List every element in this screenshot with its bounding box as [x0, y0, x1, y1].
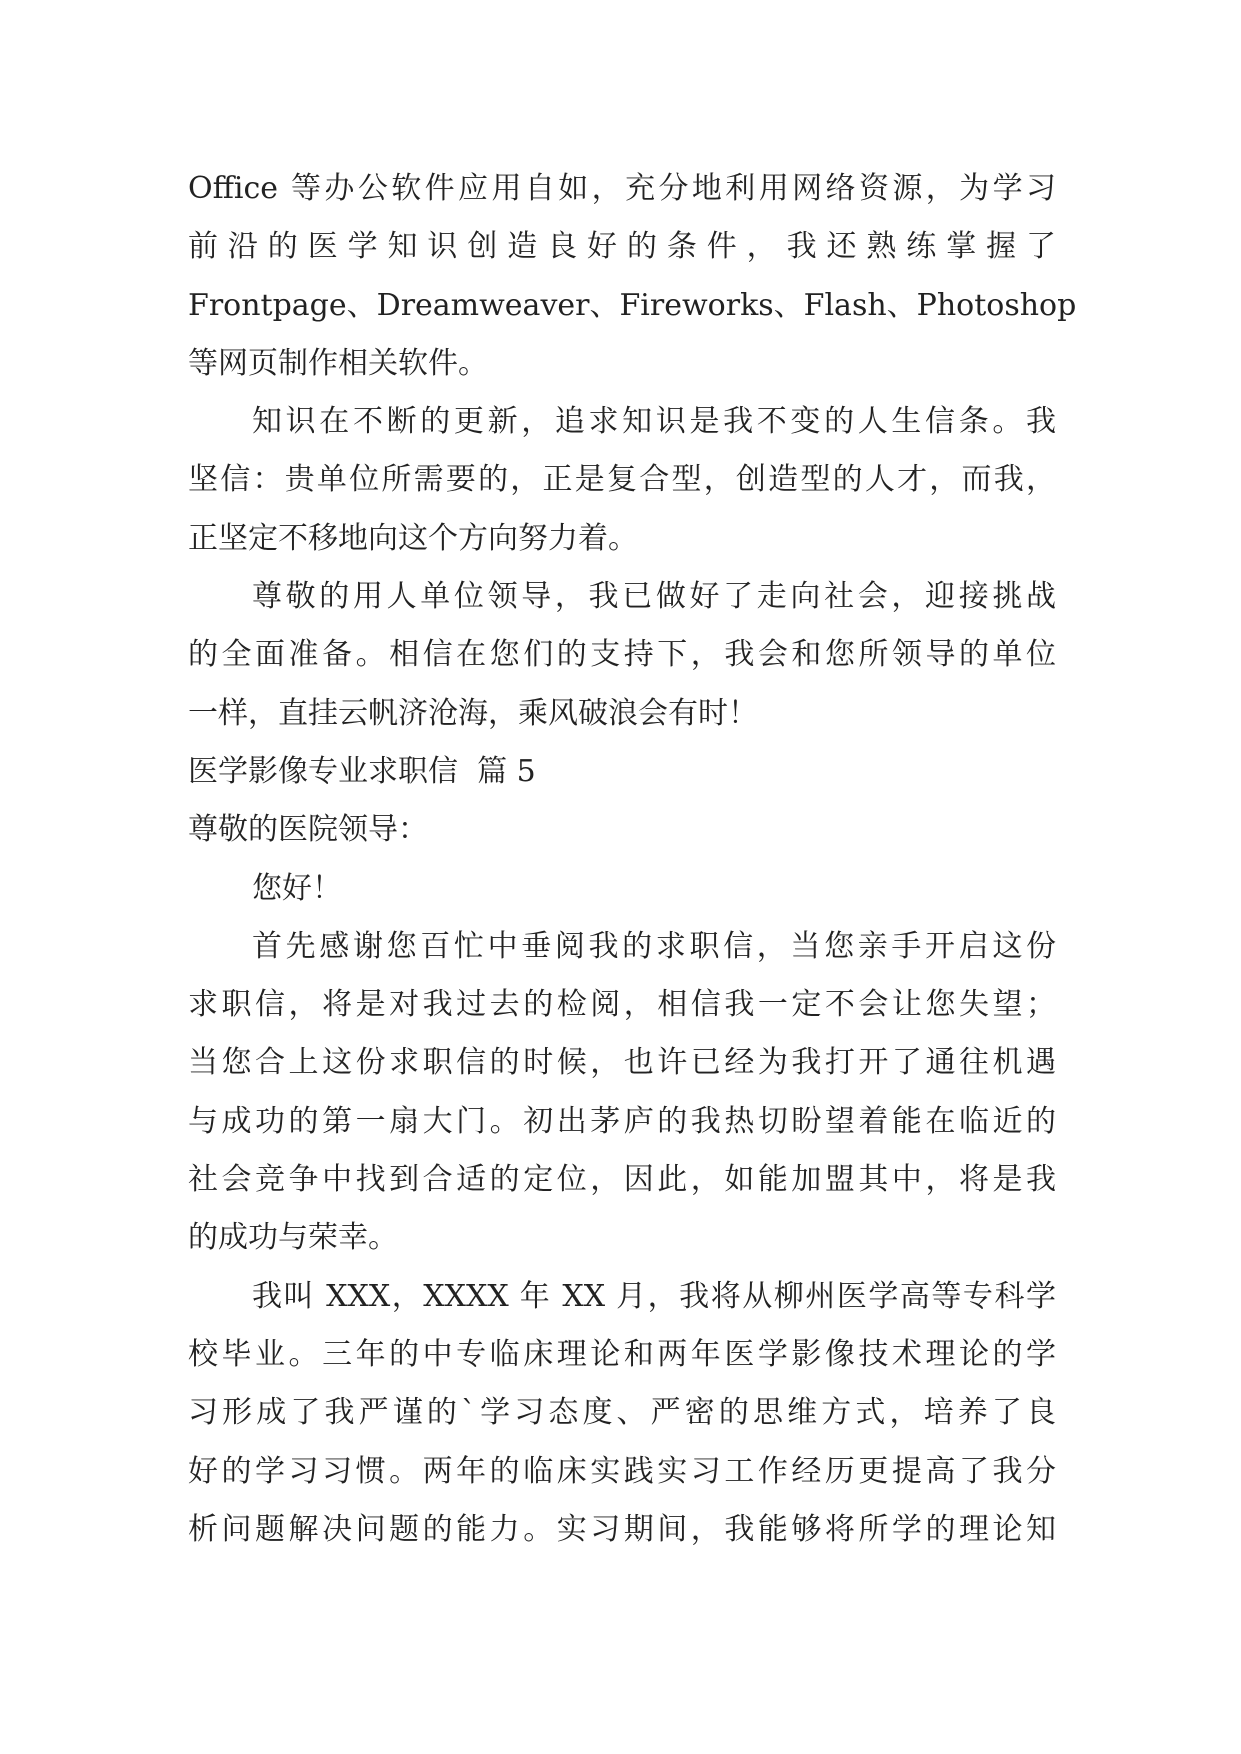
text-line: Office 等办公软件应用自如，充分地利用网络资源，为学习 — [188, 171, 1056, 206]
letter-body — [188, 160, 1077, 1559]
text-line: 当您合上这份求职信的时候，也许已经为我打开了通往机遇 — [188, 1045, 1056, 1081]
greeting: 您好！ — [252, 870, 342, 906]
text-line: 一样，直挂云帆济沧海，乘风破浪会有时！ — [188, 695, 758, 731]
text-line: Frontpage、Dreamweaver、Fireworks、Flash、Photoshop — [188, 287, 1077, 323]
text-line: 析问题解决问题的能力。实习期间，我能够将所学的理论知 — [188, 1511, 1056, 1547]
text-line: 知识在不断的更新，追求知识是我不变的人生信条。我 — [252, 404, 1056, 440]
text-line: 习形成了我严谨的`学习态度、严密的思维方式，培养了良 — [188, 1395, 1056, 1431]
text-line: 与成功的第一扇大门。初出茅庐的我热切盼望着能在临近的 — [188, 1103, 1056, 1139]
text-line: 坚信：贵单位所需要的，正是复合型，创造型的人才，而我， — [188, 462, 1056, 498]
salutation: 尊敬的医院领导： — [188, 812, 428, 848]
text-line: 首先感谢您百忙中垂阅我的求职信，当您亲手开启这份 — [252, 928, 1056, 964]
text-line: 校毕业。三年的中专临床理论和两年医学影像技术理论的学 — [188, 1336, 1056, 1372]
text-line: 社会竞争中找到合适的定位，因此，如能加盟其中，将是我 — [188, 1162, 1056, 1198]
text-line: 等网页制作相关软件。 — [188, 345, 488, 381]
text-line: 好的学习习惯。两年的临床实践实习工作经历更提高了我分 — [188, 1453, 1056, 1489]
text-line: 我叫 XXX，XXXX 年 XX 月，我将从柳州医学高等专科学 — [252, 1278, 1056, 1314]
text-line: 前沿的医学知识创造良好的条件，我还熟练掌握了 — [188, 229, 1056, 265]
text-line: 尊敬的用人单位领导，我已做好了走向社会，迎接挑战 — [252, 579, 1056, 615]
text-line: 正坚定不移地向这个方向努力着。 — [188, 520, 638, 556]
text-line: 的成功与荣幸。 — [188, 1220, 398, 1256]
text-line: 的全面准备。相信在您们的支持下，我会和您所领导的单位 — [188, 637, 1056, 673]
section-heading: 医学影像专业求职信 篇 5 — [188, 753, 536, 789]
text-line: 求职信，将是对我过去的检阅，相信我一定不会让您失望； — [188, 987, 1056, 1023]
